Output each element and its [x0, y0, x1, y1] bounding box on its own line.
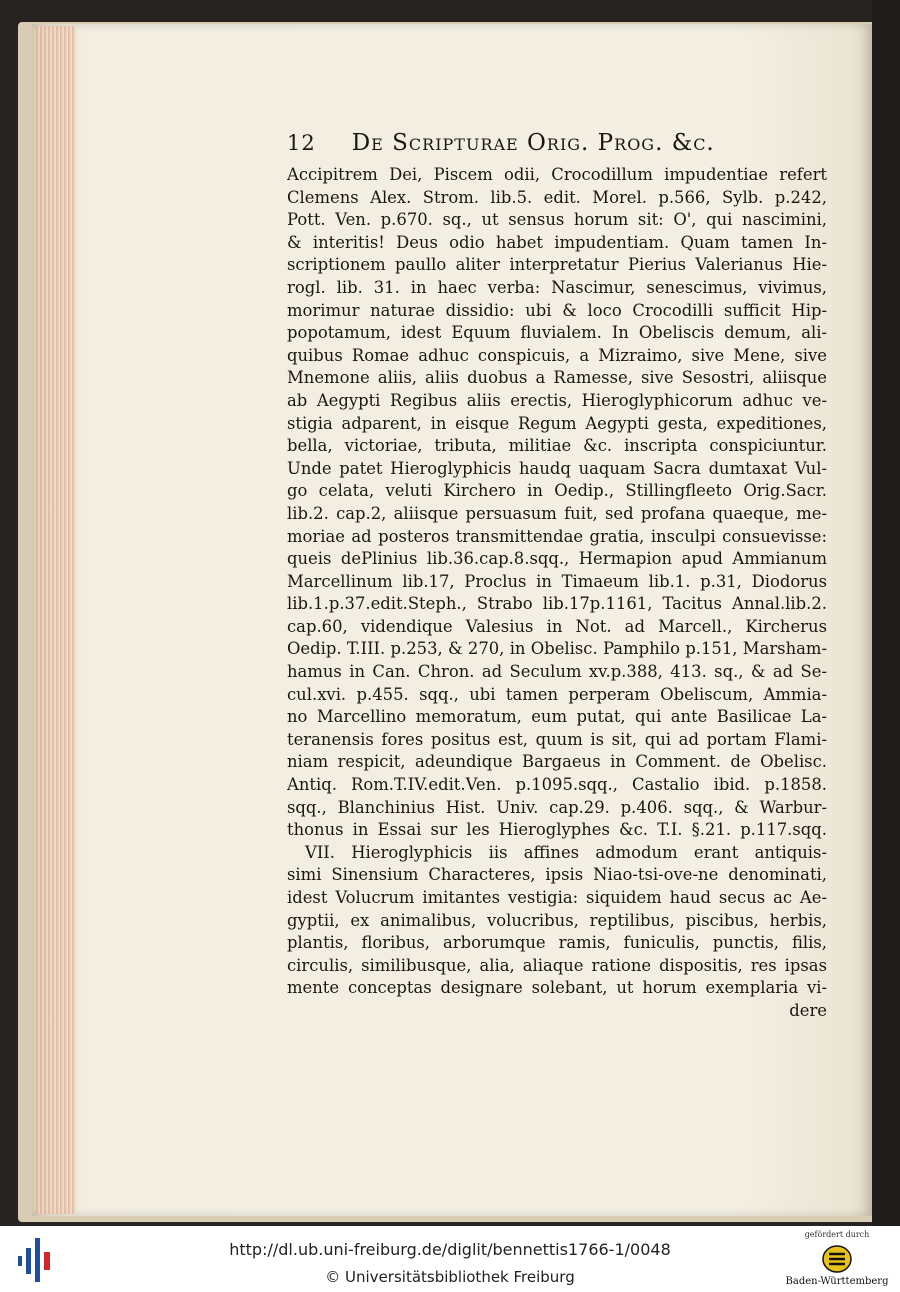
text-line: VII. Hieroglyphicis iis affines admodum erant antiquis-: [305, 842, 827, 862]
text-line: Clemens Alex. Strom. lib.5. edit. Morel. p.566, Sylb. p.242,: [287, 187, 827, 207]
text-line: queis dePlinius lib.36.cap.8.sqq., Hermapion apud Ammianum: [287, 549, 827, 569]
body-text: [287, 164, 827, 1023]
sponsor-caption: gefördert durch: [804, 1230, 870, 1239]
page-number: 12: [287, 131, 316, 155]
text-line: mente conceptas designare solebant, ut horum exemplaria vi-: [287, 978, 827, 998]
text-line: thonus in Essai sur les Hieroglyphes &c. T.I. §.21. p.117.sqq.: [287, 820, 827, 840]
text-line: Pott. Ven. p.670. sq., ut sensus horum sit: O', qui nascimini,: [287, 210, 827, 230]
text-line: cul.xvi. p.455. sqq., ubi tamen perperam Obeliscum, Ammia-: [287, 684, 827, 704]
text-line: stigia adparent, in eisque Regum Aegypti gesta, expeditiones,: [287, 413, 827, 433]
text-line: lib.1.p.37.edit.Steph., Strabo lib.17p.1161, Tacitus Annal.lib.2.: [287, 594, 827, 614]
text-line: dere: [789, 1000, 827, 1020]
text-line: simi Sinensium Characteres, ipsis Niao-tsi-ove-ne denominati,: [287, 865, 827, 885]
text-line: teranensis fores positus est, quum is sit, qui ad portam Flami-: [287, 729, 827, 749]
text-line: gyptii, ex animalibus, volucribus, reptilibus, piscibus, herbis,: [287, 910, 827, 930]
running-title: De Scripturae Orig. Prog. &c.: [351, 130, 715, 156]
running-head: [287, 130, 827, 164]
text-line: lib.2. cap.2, aliisque persuasum fuit, sed profana quaeque, me-: [287, 503, 827, 523]
text-line: & interitis! Deus odio habet impudentiam. Quam tamen In-: [287, 232, 827, 252]
copyright-notice: © Universitätsbibliothek Freiburg: [325, 1268, 575, 1286]
next-page-strip: [872, 0, 900, 1226]
sponsor-block: [782, 1230, 892, 1290]
text-line: plantis, floribus, arborumque ramis, funiculis, punctis, filis,: [287, 933, 827, 953]
page-text-block: [287, 130, 827, 1023]
text-line: Antiq. Rom.T.IV.edit.Ven. p.1095.sqq., Castalio ibid. p.1858.: [287, 775, 827, 795]
text-line: scriptionem paullo aliter interpretatur Pierius Valerianus Hie-: [287, 255, 827, 275]
text-line: Mnemone aliis, aliis duobus a Ramesse, sive Sesostri, aliisque: [287, 368, 827, 388]
text-line: morimur naturae dissidio: ubi & loco Crocodilli sufficit Hip-: [287, 300, 827, 320]
text-line: quibus Romae adhuc conspicuis, a Mizraimo, sive Mene, sive: [287, 345, 827, 365]
text-line: go celata, veluti Kirchero in Oedip., Stillingfleeto Orig.Sacr.: [287, 481, 827, 501]
page-url[interactable]: http://dl.ub.uni-freiburg.de/diglit/bennettis1766-1/0048: [229, 1240, 671, 1259]
text-line: popotamum, idest Equum fluvialem. In Obeliscis demum, ali-: [287, 323, 827, 343]
text-line: hamus in Can. Chron. ad Seculum xv.p.388, 413. sq., & ad Se-: [287, 662, 827, 682]
text-line: cap.60, videndique Valesius in Not. ad Marcell., Kircherus: [287, 616, 827, 636]
text-line: Unde patet Hieroglyphicis haudq uaquam Sacra dumtaxat Vul-: [287, 458, 827, 478]
page-edges: [36, 26, 76, 1214]
text-line: sqq., Blanchinius Hist. Univ. cap.29. p.406. sqq., & Warbur-: [287, 797, 827, 817]
text-line: niam respicit, adeundique Bargaeus in Comment. de Obelisc.: [287, 752, 827, 772]
coat-of-arms-icon: [821, 1244, 853, 1274]
text-line: idest Volucrum imitantes vestigia: siquidem haud secus ac Ae-: [287, 888, 827, 907]
text-line: moriae ad posteros transmittendae gratia, insculpi consuevisse:: [287, 526, 827, 546]
text-line: Oedip. T.III. p.253, & 270, in Obelisc. Pamphilo p.151, Marsham-: [287, 639, 827, 659]
text-line: Marcellinum lib.17, Proclus in Timaeum lib.1. p.31, Diodorus: [287, 571, 827, 591]
text-line: Accipitrem Dei, Piscem odii, Crocodillum impudentiae refert: [287, 165, 827, 184]
text-line: no Marcellino memoratum, eum putat, qui ante Basilicae La-: [287, 707, 827, 727]
text-line: ab Aegypti Regibus aliis erectis, Hieroglyphicorum adhuc ve-: [287, 390, 827, 410]
sponsor-name: Baden-Württemberg: [785, 1276, 889, 1287]
footer-bar: [0, 1226, 900, 1292]
text-line: bella, victoriae, tributa, militiae &c. inscripta conspiciuntur.: [287, 436, 827, 456]
text-line: rogl. lib. 31. in haec verba: Nascimur, senescimus, vivimus,: [287, 277, 827, 297]
text-line: circulis, similibusque, alia, aliaque ratione dispositis, res ipsas: [287, 955, 827, 975]
